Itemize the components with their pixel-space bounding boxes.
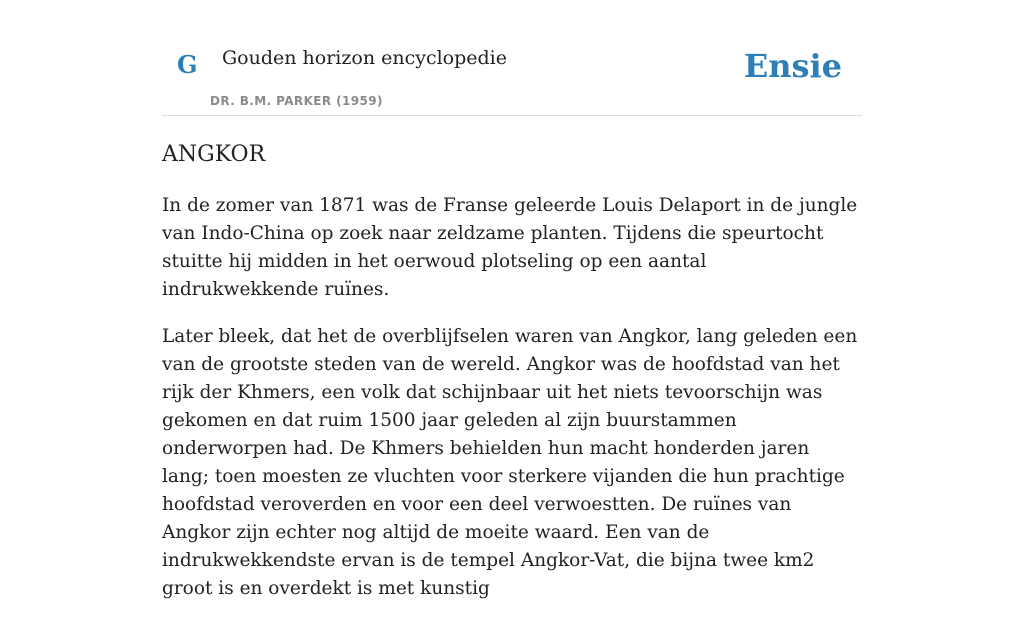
brand-logo[interactable]: Ensie	[743, 47, 842, 85]
page	[162, 0, 862, 599]
book-title[interactable]: Gouden horizon encyclopedie	[222, 47, 507, 69]
entry-body	[162, 192, 862, 622]
header	[162, 0, 862, 116]
entry-title: ANGKOR	[162, 142, 266, 167]
book-author: DR. B.M. PARKER (1959)	[210, 94, 383, 108]
book-logo[interactable]: G	[177, 50, 198, 79]
entry-paragraph: Later bleek, dat het de overblijfselen waren van Angkor, lang geleden een van de grootste steden van de wereld. Angkor was de hoofdstad van het rijk der Khmers, een volk dat schijnbaar uit het niets tevoorschijn was gekomen en dat ruim 1500 jaar geleden al zijn buurstammen onderworpen had. De Khmers behielden hun macht honderden jaren lang; toen moesten ze vluchten voor sterkere vijanden die hun prachtige hoofdstad veroverden en voor een deel verwoestten. De ruïnes van Angkor zijn echter nog altijd de moeite waard. Een van de indrukwekkendste ervan is de tempel Angkor-Vat, die bijna twee km2 groot is en overdekt is met kunstig	[162, 326, 858, 599]
entry-paragraph: In de zomer van 1871 was de Franse geleerde Louis Delaport in de jungle van Indo-China op zoek naar zeldzame planten. Tijdens die speurtocht stuitte hij midden in het oerwoud plotseling op een aantal indrukwekkende ruïnes.	[162, 195, 858, 300]
